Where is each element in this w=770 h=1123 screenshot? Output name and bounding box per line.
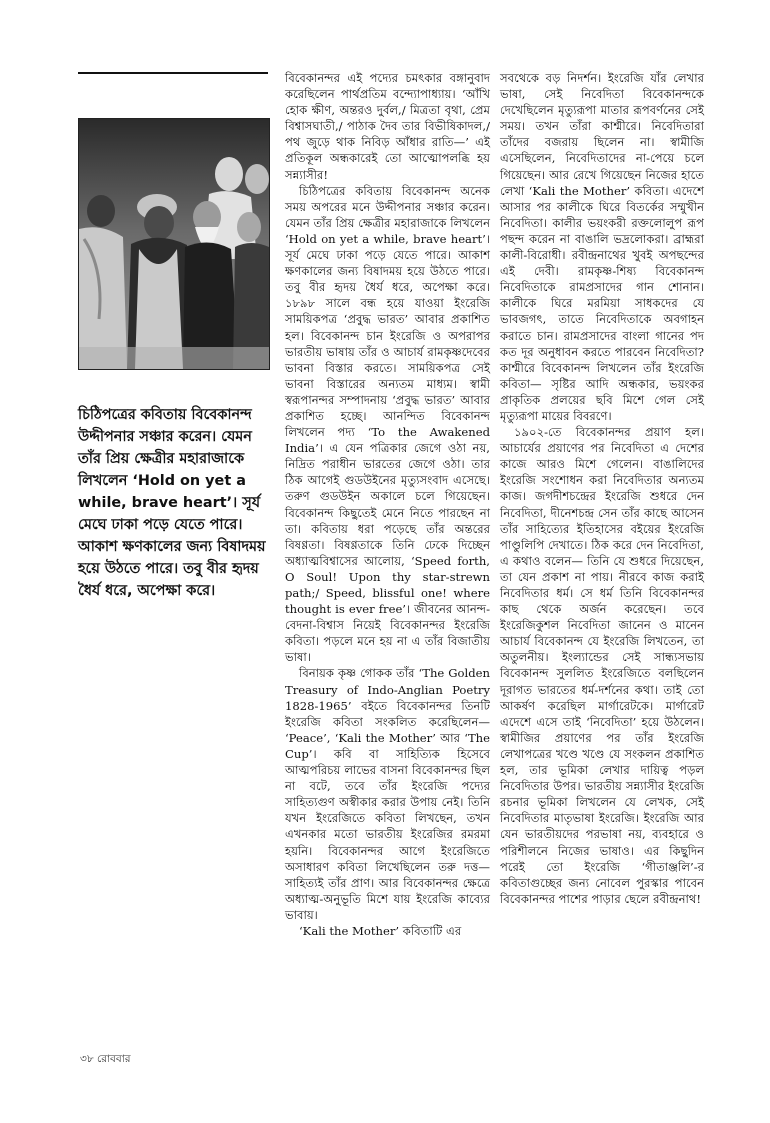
paragraph: বিনায়ক কৃষ্ণ গোকক তাঁর ‘The Golden Treasury of Indo-Anglian Poetry 1828-1965’ বইতে বিবেকানন্দর তিনটি ইংরেজি কবিতা সংকলিত করেছিলেন— ‘Peace’, ‘Kali the Mother’ আর ‘The Cup’। কবি বা সাহিত্যিক হিসেবে আত্মপরিচয় লাভের বাসনা বিবেকানন্দর ছিল না বটে, তবে তাঁর ইংরেজি পদ্যের সাহিত্যগুণ অস্বীকার করার উপায় নেই। তিনি যখন ইংরেজিতে কবিতা লিখছেন, তখন এখনকার মতো ভারতীয় ইংরেজির রমরমা হয়নি। বিবেকানন্দর আগে ইংরেজিতে অসাধারণ কবিতা লিখেছিলেন তরু দত্ত— সাহিত্যই তাঁর প্রাণ। আর বিবেকানন্দর ক্ষেত্রে অধ্যাত্ম-অনুভূতি মিশে যায় ইংরেজি কাব্যের ভাবায়।: [285, 666, 490, 922]
photo-illustration: [79, 119, 269, 369]
paragraph: ১৯০২-তে বিবেকানন্দর প্রয়াণ হল। আচার্যের প্রয়াণের পর নিবেদিতা এ দেশের কাজে আরও মিশে গেলেন। বাঙালিদের ইংরেজি সংশোধন করা নিবেদিতার অন্যতম কাজ। জগদীশচন্দ্রের ইংরেজি শুধরে দেন নিবেদিতা, দীনেশচন্দ্র সেন তাঁর কাছে আসেন তাঁর সাহিত্যের ইতিহাসের বইয়ের ইংরেজি পাণ্ডুলিপি দেখাতে। ঠিক করে দেন নিবেদিতা, এ কথাও বলেন— তিনি যে শুধরে দিয়েছেন, তা যেন প্রকাশ না পায়। নীরবে কাজ করাই নিবেদিতার ধর্ম। সে ধর্ম তিনি বিবেকানন্দর কাছ থেকে অর্জন করেছেন। তবে ইংরেজিকুশল নিবেদিতা জানেন ও মানেন আচার্য বিবেকানন্দ যে ইংরেজি লিখতেন, তা অতুলনীয়। ইংল্যান্ডের সেই সান্ধ্যসভায় বিবেকানন্দ সুললিত ইংরেজিতে বলছিলেন দূরাগত ভারতের ধর্ম-দর্শনের কথা। তাই তো আকর্ষণ করেছিল মার্গারেটকে। মার্গারেট এদেশে এসে তাই ‘নিবেদিতা’ হয়ে উঠলেন। স্বামীজির প্রয়াণের পর তাঁর ইংরেজি লেখাপত্রের খণ্ডে খণ্ডে যে সংকলন প্রকাশিত হল, তার ভূমিকা লেখার দায়িত্ব পড়ল নিবেদিতার উপর। ভারতীয় সন্ন্যাসীর ইংরেজি রচনার ভূমিকা লিখলেন যে লেখক, সেই নিবেদিতার মাতৃভাষা ইংরেজি। ইংরেজি আর যেন ভারতীয়দের পরভাষা নয়, ব্যবহারে ও পরিশীলনে নিজের ভাষাও। এর কিছুদিন পরেই তো ইংরেজি ‘গীতাঞ্জলি’-র কবিতাগুচ্ছের জন্য নোবেল পুরস্কার পাবেন বিবেকানন্দর পাশের পাড়ার ছেলে রবীন্দ্রনাথ!: [500, 425, 704, 906]
page-footer: ৩৮ রোববার: [80, 1053, 131, 1065]
article-column-right: [500, 70, 704, 907]
pull-quote-text: চিঠিপত্রের কবিতায় বিবেকানন্দ উদ্দীপনার সঞ্চার করেন। যেমন তাঁর প্রিয় ক্ষেত্রীর মহারাজাকে লিখলেন ‘Hold on yet a while, brave heart’। সূর্য মেঘে ঢাকা পড়ে যেতে পারে। আকাশ ক্ষণকালের জন্য বিষাদময় হয়ে উঠতে পারে। তবু বীর হৃদয় ধৈর্য ধরে, অপেক্ষা করে।: [78, 407, 266, 599]
paragraph: বিবেকানন্দর এই পদ্যের চমৎকার বঙ্গানুবাদ করেছিলেন পার্থপ্রতিম বন্দ্যোপাধ্যায়। ‘আঁখি হোক ক্ষীণ, অন্তরও দুর্বল,/ মিত্রতা বৃথা, প্রেম বিশ্বাসঘাতী,/ পাঠাক দৈব তার বিভীষিকাদল,/ পথ জুড়ে থাক নিবিড় আঁধার রাতি—’ এই প্রতিকূল অন্ধকারেই তো আত্মোপলব্ধি হয় সন্ন্যাসীর!: [285, 71, 490, 182]
top-rule: [78, 72, 268, 74]
paragraph: সবথেকে বড় নিদর্শন। ইংরেজি যাঁর লেখার ভাষা, সেই নিবেদিতা বিবেকানন্দকে দেখেছিলেন মৃত্যুরূপা মাতার রূপবর্ণনের সেই সময়। তখন তাঁরা কাশ্মীরে। নিবেদিতারা তাঁদের বজরায় ছিলেন না। স্বামীজি এসেছিলেন, নিবেদিতাদের না-পেয়ে চলে গিয়েছেন। আর রেখে গিয়েছেন নিজের হাতে লেখা ‘Kali the Mother’ কবিতা। এদেশে আসার পর কালীকে ঘিরে বিতর্কের সম্মুখীন নিবেদিতা। কালীর ভয়ংকরী রক্তলোলুপ রূপ পছন্দ করেন না বাঙালি ভদ্রলোকরা। ব্রাহ্মরা কালী-বিরোধী। রবীন্দ্রনাথের খুবই অপছন্দের এই দেবী। রামকৃষ্ণ-শিষ্য বিবেকানন্দ নিবেদিতাকে রামপ্রসাদের গান শোনান। কালীকে ঘিরে মরমিয়া সাধকদের যে ভাবজগৎ, তাতে নিবেদিতাকে অবগাহন করাতে চান। রামপ্রসাদের বাংলা গানের পদ কত দূর অনুধাবন করতে পারবেন নিবেদিতা? কাশ্মীরে বিবেকানন্দ লিখলেন তাঁর ইংরেজি কবিতা— সৃষ্টির আদি অন্ধকার, ভয়ংকর প্রাকৃতিক প্রলয়ের ছবি মিশে গেল সেই মৃত্যুরূপা মায়ের বিবরণে।: [500, 71, 704, 423]
pull-quote: [78, 404, 273, 602]
historical-photo: [78, 118, 270, 370]
paragraph: ‘Kali the Mother’ কবিতাটি এর: [299, 923, 462, 938]
article-column-middle: [285, 70, 490, 939]
paragraph: চিঠিপত্রের কবিতায় বিবেকানন্দ অনেক সময় অপরের মনে উদ্দীপনার সঞ্চার করেন। যেমন তাঁর প্রিয় ক্ষেত্রীর মহারাজাকে লিখলেন ‘Hold on yet a while, brave heart’। সূর্য মেঘে ঢাকা পড়ে যেতে পারে। আকাশ ক্ষণকালের জন্য বিষাদময় হয়ে উঠতে পারে। তবু বীর হৃদয় ধৈর্য ধরে, অপেক্ষা করে। ১৮৯৮ সালে বন্ধ হয়ে যাওয়া ইংরেজি সাময়িকপত্র ‘প্রবুদ্ধ ভারত’ আবার প্রকাশিত হল। বিবেকানন্দ চান ইংরেজি ও অপরাপর ভারতীয় ভাষায় তাঁর ও আচার্য রামকৃষ্ণদেবের ভাবনা বিস্তার করতে। সাময়িকপত্র সেই ভাবনা বিস্তারের অন্যতম মাধ্যম। স্বামী স্বরূপানন্দর সম্পাদনায় ‘প্রবুদ্ধ ভারত’ আবার প্রকাশিত হচ্ছে। আনন্দিত বিবেকানন্দ লিখলেন পদ্য ‘To the Awakened India’। এ যেন পত্রিকার জেগে ওঠা নয়, নিদ্রিত পরাধীন ভারতের জেগে ওঠা। তার ঠিক আগেই গুডউইনের মৃত্যুসংবাদ এসেছে। তরুণ গুডউইন অকালে চলে গিয়েছেন। বিবেকানন্দ কিছুতেই মেনে নিতে পারছেন না তা। কবিতায় ধরা পড়েছে তাঁর অন্তরের বিষণ্ণতা। বিষণ্ণতাকে তিনি ঢেকে দিচ্ছেন অধ্যাত্মবিশ্বাসের আলোয়, ‘Speed forth, O Soul! Upon thy star-strewn path;/ Speed, blissful one! where thought is ever free’। জীবনের আনন্দ-বেদনা-বিশ্বাস নিয়েই বিবেকানন্দর ইংরেজি কবিতা। পড়লে মনে হয় না এ তাঁর বিজাতীয় ভাষা।: [285, 183, 490, 665]
